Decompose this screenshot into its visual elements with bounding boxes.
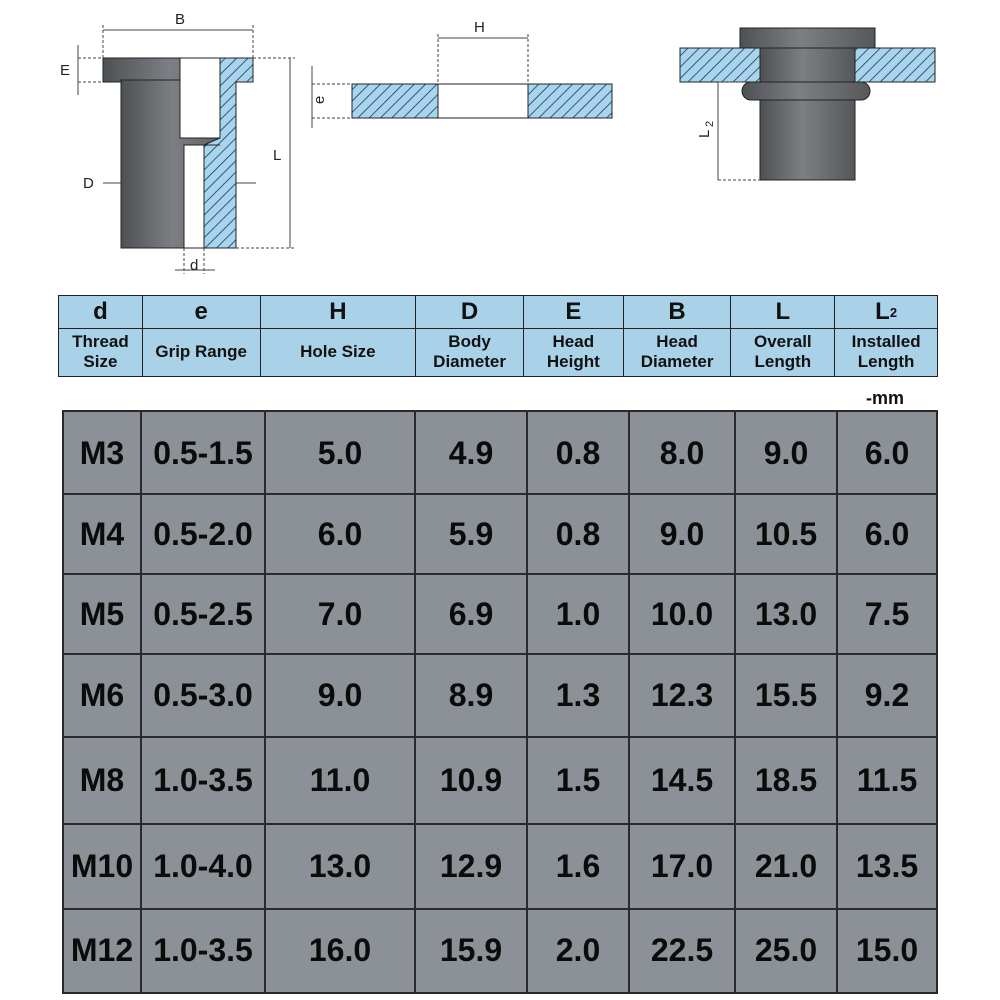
table-cell: 1.0-4.0 (142, 824, 266, 909)
header-name: Thread Size (72, 332, 129, 371)
table-cell: M12 (64, 909, 142, 992)
row-divider (64, 653, 936, 655)
table-cell: 25.0 (736, 909, 838, 992)
label-L2: L (696, 129, 713, 138)
table-cell: 1.0 (528, 574, 630, 654)
header-col-5 (624, 296, 732, 376)
table-cell: 7.0 (266, 574, 416, 654)
table-cell: M5 (64, 574, 142, 654)
table-cell: 4.9 (416, 412, 528, 494)
row-divider (64, 908, 936, 910)
rivet-nut-diagrams (0, 0, 1000, 290)
table-cell: 0.5-3.0 (142, 654, 266, 737)
header-symbol: B (624, 296, 731, 329)
table-cell: 8.9 (416, 654, 528, 737)
table-row (64, 494, 936, 574)
table-row (64, 412, 936, 494)
header-col-6 (731, 296, 835, 376)
row-divider (64, 736, 936, 738)
header-symbol: L (731, 296, 834, 329)
header-symbol: e (143, 296, 260, 329)
table-cell: 11.5 (856, 762, 918, 798)
table-cell: 13.0 (266, 824, 416, 909)
header-name: Grip Range (155, 342, 247, 361)
table-cell: 16.0 (266, 909, 416, 992)
table-cell: 9.0 (630, 494, 736, 574)
table-cell: 6.0 (266, 494, 416, 574)
table-cell: 0.5-2.0 (142, 494, 266, 574)
table-cell: 13.5 (855, 848, 919, 884)
table-cell: 1.0-3.5 (142, 737, 266, 824)
header-name: Hole Size (300, 342, 376, 361)
table-cell: 15.9 (416, 909, 528, 992)
label-L2-subscript: 2 (704, 120, 716, 127)
header-col-1 (143, 296, 261, 376)
table-cell: 1.3 (528, 654, 630, 737)
table-cell: 6.9 (416, 574, 528, 654)
header-symbol: D (416, 296, 523, 329)
table-cell: 10.0 (630, 574, 736, 654)
table-cell: 10.9 (416, 737, 528, 824)
label-D: D (83, 175, 94, 192)
label-E: E (60, 62, 71, 79)
table-cell: 12.9 (416, 824, 528, 909)
header-col-4 (524, 296, 624, 376)
label-H: H (474, 19, 485, 36)
table-cell: 21.0 (736, 824, 838, 909)
table-cell: 10.5 (736, 494, 838, 574)
header-col-7 (835, 296, 937, 376)
table-cell: 9.2 (864, 677, 910, 713)
header-col-3 (416, 296, 524, 376)
header-name: Overall Length (754, 332, 812, 371)
header-name: Head Height (546, 332, 600, 371)
plate-hole-diagram (311, 19, 612, 128)
table-row (64, 824, 936, 909)
label-d: d (190, 257, 199, 274)
table-cell: 6.0 (864, 434, 910, 471)
row-divider (64, 823, 936, 825)
table-cell: 2.0 (528, 909, 630, 992)
table-cell: 12.3 (630, 654, 736, 737)
table-cell: 8.0 (630, 412, 736, 494)
table-cell: 9.0 (266, 654, 416, 737)
table-cell: 1.0-3.5 (142, 909, 266, 992)
header-name: Installed Length (851, 332, 921, 371)
table-cell: 11.0 (266, 737, 416, 824)
header-symbol: E (524, 296, 623, 329)
row-divider (64, 573, 936, 575)
table-row (64, 574, 936, 654)
table-cell: 5.0 (266, 412, 416, 494)
table-row (64, 654, 936, 737)
table-cell: 0.5-1.5 (142, 412, 266, 494)
label-e: e (311, 95, 328, 104)
header-name: Body Diameter (433, 332, 506, 371)
spec-table-header (58, 295, 938, 377)
table-cell: M8 (64, 737, 142, 824)
table-cell: 1.6 (528, 824, 630, 909)
header-symbol: L 2 (835, 296, 937, 329)
table-cell: 7.5 (864, 595, 910, 632)
spec-table-body (62, 410, 938, 994)
table-cell: M10 (64, 824, 142, 909)
table-cell: 6.0 (864, 515, 910, 552)
header-name: Head Diameter (640, 332, 714, 371)
table-cell: 0.8 (528, 494, 630, 574)
table-cell: 9.0 (736, 412, 838, 494)
table-cell: 18.5 (736, 737, 838, 824)
installed-rivet-nut-diagram (680, 28, 935, 180)
table-cell: 0.5-2.5 (142, 574, 266, 654)
table-cell: 13.0 (736, 574, 838, 654)
header-col-0 (59, 296, 143, 376)
label-L: L (273, 147, 282, 164)
table-cell: 15.0 (855, 932, 919, 968)
table-cell: 22.5 (630, 909, 736, 992)
table-cell: 14.5 (630, 737, 736, 824)
rivet-nut-section-diagram (60, 11, 295, 274)
table-cell: 17.0 (630, 824, 736, 909)
label-B: B (175, 11, 186, 28)
table-cell: M4 (64, 494, 142, 574)
header-symbol: d (59, 296, 142, 329)
header-symbol: H (261, 296, 416, 329)
table-cell: 0.8 (528, 412, 630, 494)
table-row (64, 909, 936, 992)
table-cell: 15.5 (736, 654, 838, 737)
table-cell: M3 (64, 412, 142, 494)
table-row (64, 737, 936, 824)
unit-label: -mm (866, 388, 905, 408)
row-divider (64, 493, 936, 495)
header-col-2 (261, 296, 417, 376)
table-cell: M6 (64, 654, 142, 737)
table-cell: 1.5 (528, 737, 630, 824)
table-cell: 5.9 (416, 494, 528, 574)
